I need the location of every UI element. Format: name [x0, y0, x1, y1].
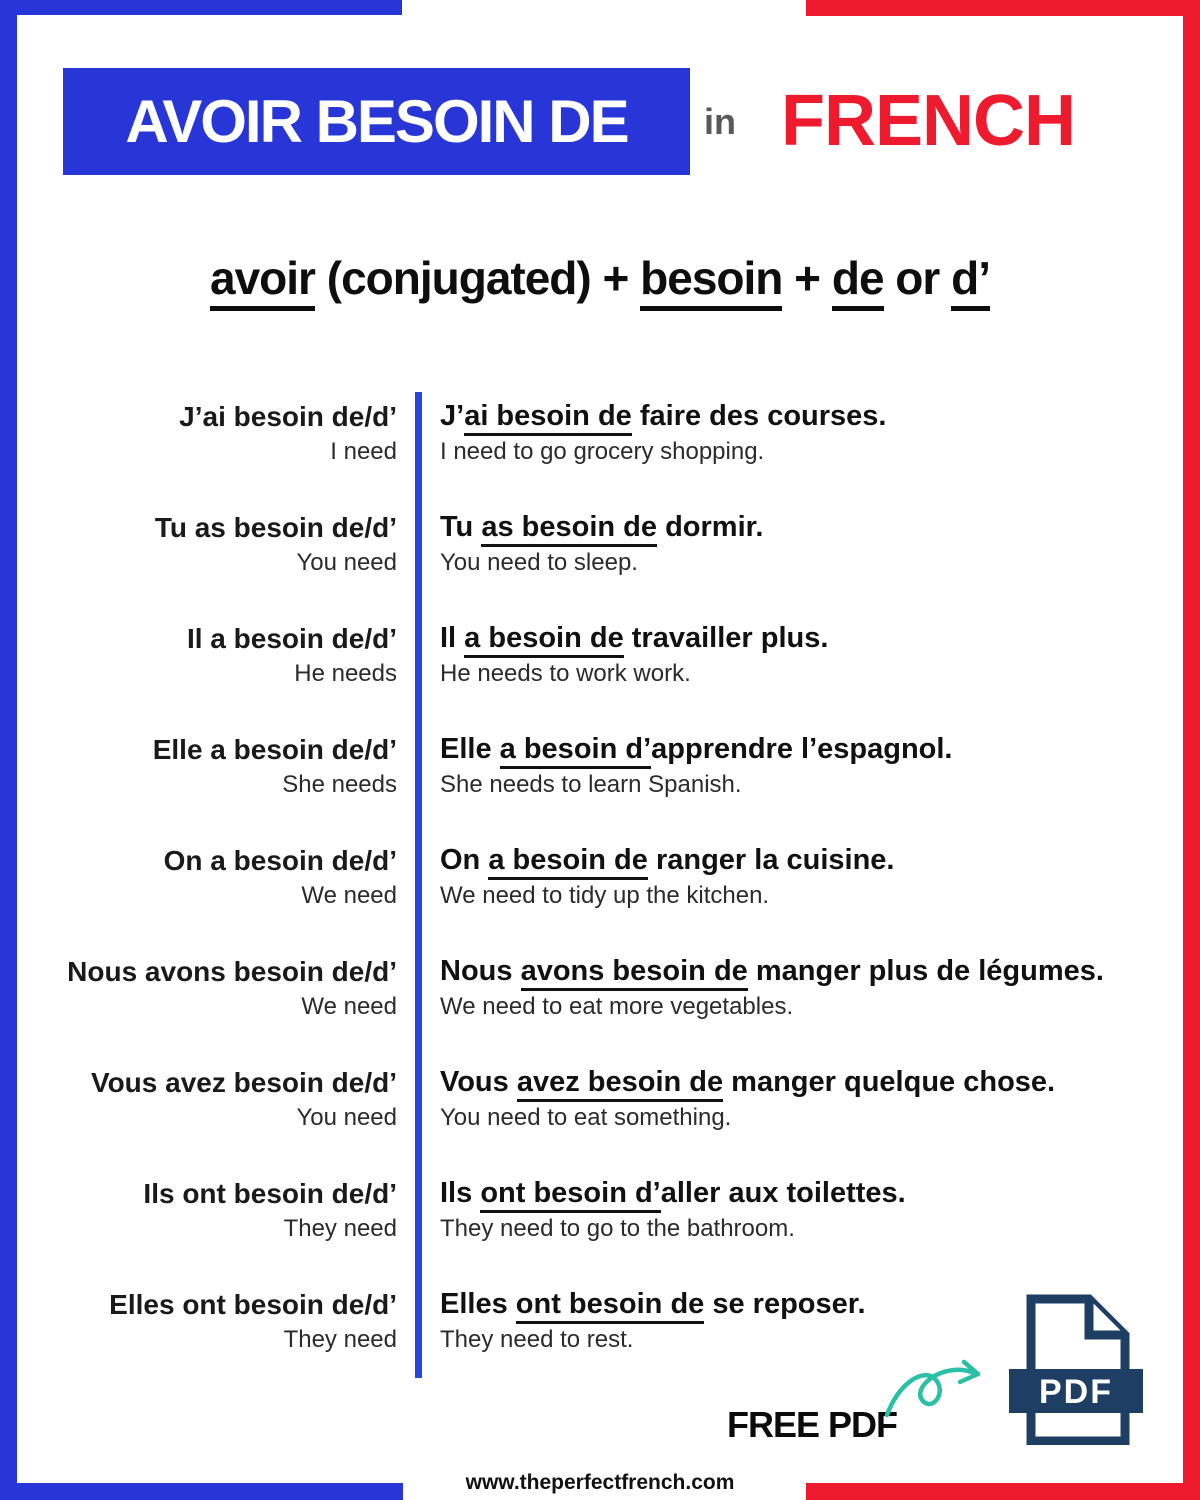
- example-cell: [440, 398, 1160, 468]
- example-french: [440, 1064, 1160, 1101]
- conjugation-french: Vous avez besoin de/d’: [90, 1067, 397, 1098]
- example-english: We need to tidy up the kitchen.: [440, 882, 770, 909]
- example-segment: Tu: [440, 511, 482, 543]
- conjugation-row: [0, 1064, 1160, 1175]
- formula-segment-underlined: de: [832, 252, 884, 311]
- example-cell: [440, 620, 1160, 690]
- example-french: [440, 398, 1160, 435]
- example-english: You need to eat something.: [440, 1104, 732, 1131]
- example-cell: [440, 1175, 1160, 1245]
- formula-segment: +: [782, 252, 832, 304]
- conjugation-english: They need: [283, 1215, 397, 1242]
- example-segment: se reposer.: [704, 1288, 866, 1320]
- example-segment: faire des courses.: [631, 400, 887, 432]
- formula-segment-underlined: besoin: [640, 252, 782, 311]
- example-segment-underlined: ont besoin de: [516, 1288, 705, 1324]
- conjugation-french: J’ai besoin de/d’: [179, 401, 397, 432]
- example-segment-underlined: as besoin de: [481, 511, 657, 547]
- conjugation-row: [0, 842, 1160, 953]
- example-segment-underlined: ai besoin de: [464, 400, 632, 436]
- conjugation-french: Tu as besoin de/d’: [154, 512, 397, 543]
- conjugation-english: We need: [301, 882, 397, 909]
- page-title: AVOIR BESOIN DE: [125, 88, 628, 155]
- frame-bar-right: [1183, 0, 1200, 1500]
- conjugation-french: On a besoin de/d’: [163, 845, 397, 876]
- conjugation-english: You need: [296, 549, 397, 576]
- example-segment: dormir.: [657, 511, 764, 543]
- formula-segment-underlined: avoir: [210, 252, 315, 311]
- frame-bar-top-left: [0, 0, 402, 15]
- conjugation-table: [0, 398, 1160, 1397]
- example-cell: [440, 1064, 1160, 1134]
- curly-arrow-icon: [882, 1350, 1004, 1422]
- example-french: [440, 620, 1160, 657]
- example-french: [440, 509, 1160, 546]
- example-english: He needs to work work.: [440, 660, 691, 687]
- example-english: We need to eat more vegetables.: [440, 993, 794, 1020]
- formula-segment-underlined: d’: [951, 252, 990, 311]
- conjugation-cell: [0, 1286, 397, 1356]
- example-segment: travailler plus.: [623, 622, 829, 654]
- conjugation-english: He needs: [294, 660, 397, 687]
- conjugation-english: We need: [301, 993, 397, 1020]
- svg-text:PDF: PDF: [1039, 1373, 1113, 1411]
- example-english: They need to rest.: [440, 1326, 634, 1353]
- conjugation-english: I need: [330, 438, 397, 465]
- example-cell: [440, 842, 1160, 912]
- conjugation-row: [0, 620, 1160, 731]
- example-segment: aller aux toilettes.: [660, 1177, 906, 1209]
- example-english: She needs to learn Spanish.: [440, 771, 742, 798]
- example-segment-underlined: ont besoin d’: [480, 1177, 660, 1213]
- example-segment: J’: [440, 400, 465, 432]
- example-segment-underlined: a besoin d’: [500, 733, 651, 769]
- example-segment: apprendre l’espagnol.: [651, 733, 953, 765]
- frame-bar-top-right: [806, 0, 1200, 16]
- example-french: [440, 842, 1160, 879]
- example-segment: Nous: [440, 955, 521, 987]
- conjugation-english: They need: [283, 1326, 397, 1353]
- conjugation-cell: [0, 842, 397, 912]
- conjugation-english: You need: [296, 1104, 397, 1131]
- formula-segment: (conjugated) +: [314, 252, 641, 304]
- pdf-icon[interactable]: [1007, 1291, 1145, 1445]
- conjugation-row: [0, 509, 1160, 620]
- example-cell: [440, 509, 1160, 579]
- example-french: [440, 953, 1160, 990]
- example-english: I need to go grocery shopping.: [440, 438, 765, 465]
- title-connector: in: [704, 101, 736, 142]
- website-link: www.theperfectfrench.com: [465, 1471, 735, 1494]
- example-segment: ranger la cuisine.: [647, 844, 895, 876]
- example-segment-underlined: a besoin de: [488, 844, 648, 880]
- example-english: You need to sleep.: [440, 549, 638, 576]
- example-segment: Elles: [440, 1288, 516, 1320]
- example-french: [440, 1175, 1160, 1212]
- conjugation-cell: [0, 398, 397, 468]
- conjugation-cell: [0, 509, 397, 579]
- conjugation-row: [0, 398, 1160, 509]
- example-segment: manger plus de légumes.: [747, 955, 1104, 987]
- example-french: [440, 731, 1160, 768]
- free-pdf-label: FREE PDF: [727, 1404, 898, 1445]
- title-language: FRENCH: [781, 81, 1075, 161]
- conjugation-french: Nous avons besoin de/d’: [67, 956, 397, 987]
- example-segment: Il: [440, 622, 465, 654]
- formula: [0, 246, 1200, 310]
- formula-segment: or: [883, 252, 952, 304]
- example-cell: [440, 731, 1160, 801]
- conjugation-row: [0, 1175, 1160, 1286]
- example-segment: Vous: [440, 1066, 517, 1098]
- conjugation-french: Elles ont besoin de/d’: [109, 1289, 397, 1320]
- example-segment-underlined: avez besoin de: [517, 1066, 723, 1102]
- example-segment: manger quelque chose.: [723, 1066, 1056, 1098]
- conjugation-english: She needs: [282, 771, 397, 798]
- conjugation-cell: [0, 953, 397, 1023]
- conjugation-french: Elle a besoin de/d’: [152, 734, 397, 765]
- conjugation-french: Ils ont besoin de/d’: [143, 1178, 397, 1209]
- example-english: They need to go to the bathroom.: [440, 1215, 795, 1242]
- conjugation-row: [0, 953, 1160, 1064]
- conjugation-row: [0, 731, 1160, 842]
- title-banner: [63, 68, 690, 175]
- conjugation-french: Il a besoin de/d’: [186, 623, 397, 654]
- conjugation-cell: [0, 731, 397, 801]
- example-segment-underlined: a besoin de: [464, 622, 624, 658]
- conjugation-cell: [0, 620, 397, 690]
- example-cell: [440, 953, 1160, 1023]
- conjugation-cell: [0, 1175, 397, 1245]
- example-segment-underlined: avons besoin de: [521, 955, 748, 991]
- example-segment: On: [440, 844, 489, 876]
- example-segment: Elle: [440, 733, 500, 765]
- conjugation-cell: [0, 1064, 397, 1134]
- example-segment: Ils: [440, 1177, 481, 1209]
